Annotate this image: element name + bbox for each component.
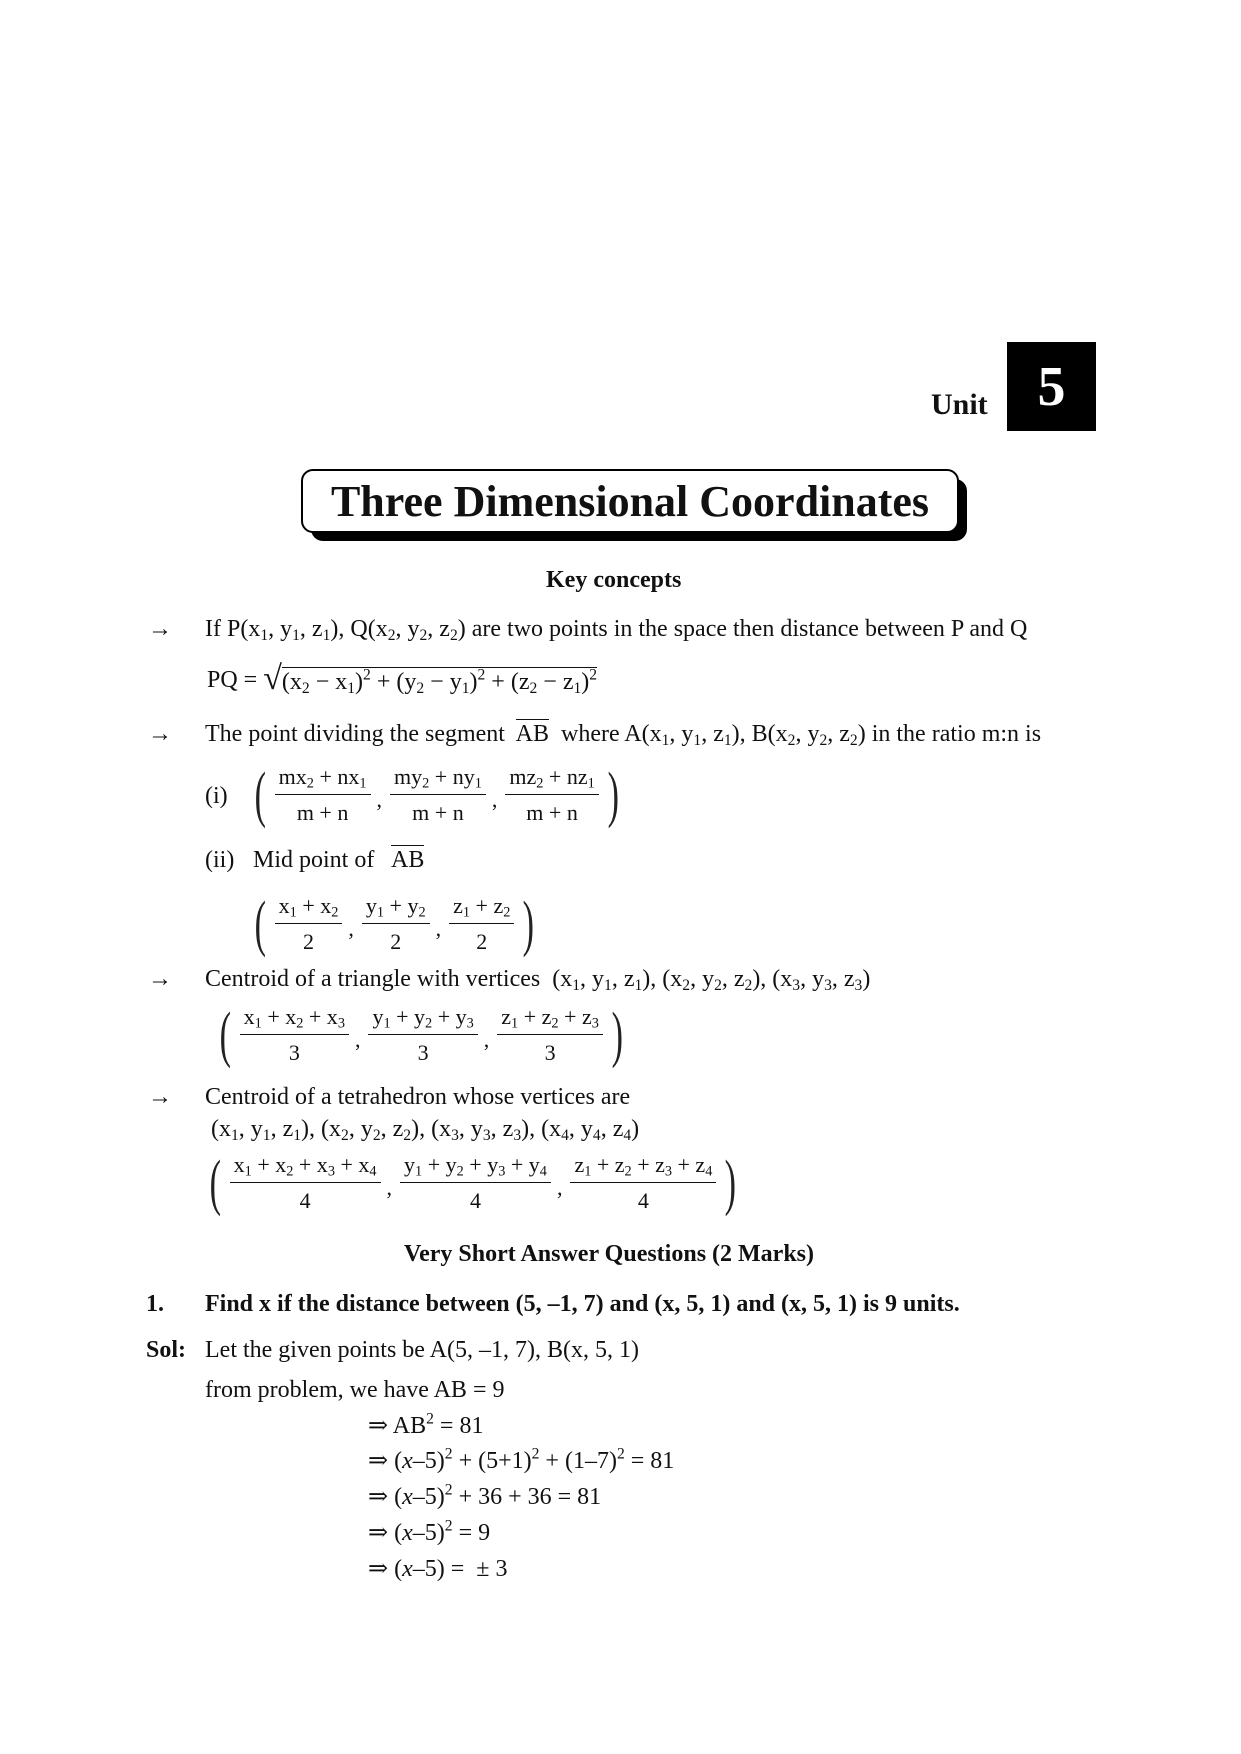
implies-icon: ⇒: [368, 1482, 389, 1510]
concept-section-text: The point dividing the segment AB where $A(x_1$, $y_1$, $z_1$), $B(x_2$, $y_2$, $z_2$) in the ratio m:n is: [205, 721, 1042, 749]
page-title: Three Dimensional Coordinates: [330, 476, 930, 526]
bullet-arrow-icon: →: [148, 1084, 172, 1110]
bullet-arrow-icon: →: [148, 721, 172, 747]
denominator: 3: [288, 1040, 300, 1065]
denominator: m + n: [412, 800, 464, 825]
centroid-tetrahedron-formula: ( $\frac{x_1 + x_2 + x_3 + x_4}{4}$ , $\frac{y_1 + y_2 + y_3 + y_4}{4}$ , $\frac{z_1 + z_2 + z_3 + z_4}{4}$ ): [209, 1149, 737, 1217]
question-number: 1.: [146, 1291, 164, 1317]
item-ii-label: (ii): [205, 847, 235, 873]
solution-line-2: from problem, we have AB = 9: [205, 1377, 505, 1403]
distance-formula: PQ = √ $(x_2 - x_1)^2 + (y_2 - y_1)^2 + (z_2 - z_1)^2$: [207, 660, 598, 697]
midpoint-formula: ( $\frac{x_1 + x_2}{2}$ , $\frac{y_1 + y_2}{2}$ , $\frac{z_1 + z_2}{2}$ ): [254, 890, 535, 958]
unit-label: Unit: [931, 388, 988, 421]
implies-icon: ⇒: [368, 1518, 389, 1546]
denominator: 4: [637, 1188, 649, 1213]
segment-ab: AB: [515, 721, 549, 747]
title-box: [301, 469, 959, 533]
item-i-label: (i): [205, 783, 228, 809]
denominator: 2: [390, 929, 402, 954]
step-4: ⇒ $(x-5)^2 = 9$: [368, 1517, 491, 1546]
solution-line-1: Let the given points be A(5, –1, 7), B(x, 5, 1): [205, 1337, 639, 1363]
tetrahedron-vertices: ($x_1$, $y_1$, $z_1$), ($x_2$, $y_2$, $z_2$), ($x_3$, $y_3$, $z_3$), ($x_4$, $y_4$, $z_4$): [211, 1116, 640, 1144]
key-concepts-heading: Key concepts: [546, 567, 682, 593]
implies-icon: ⇒: [368, 1554, 389, 1582]
unit-number-badge: [1007, 342, 1096, 431]
midpoint-label: Mid point of: [253, 847, 375, 873]
bullet-arrow-icon: →: [148, 616, 172, 642]
step-2: ⇒ $(x-5)^2 + (5+1)^2 + (1-7)^2 = 81$: [368, 1445, 675, 1474]
step-1: ⇒ $AB^2 = 81$: [368, 1410, 484, 1439]
centroid-triangle-formula: ( $\frac{x_1 + x_2 + x_3}{3}$ , $\frac{y_1 + y_2 + y_3}{3}$ , $\frac{z_1 + z_2 + z_3}{3}$ ): [219, 1001, 623, 1069]
denominator: 4: [469, 1188, 481, 1213]
bullet-arrow-icon: →: [148, 966, 172, 992]
denominator: 4: [299, 1188, 311, 1213]
denominator: 2: [303, 929, 315, 954]
segment-ab: AB: [391, 847, 425, 873]
unit-number: 5: [1037, 355, 1066, 418]
question-text: Find x if the distance between (5, –1, 7) and (x, 5, 1) and (x, 5, 1) is 9 units.: [205, 1291, 960, 1317]
denominator: 3: [417, 1040, 429, 1065]
solution-label: Sol:: [146, 1337, 187, 1363]
denominator: 2: [476, 929, 488, 954]
step-5: ⇒ (x–5) = ± 3: [368, 1554, 508, 1582]
step-3: ⇒ $(x-5)^2 + 36 + 36 = 81$: [368, 1481, 602, 1510]
section-formula: ( $\frac{mx_2 + nx_1}{m + n}$ , $\frac{my_2 + ny_1}{m + n}$ , $\frac{mz_2 + nz_1}{m + n}$ ): [254, 761, 619, 829]
denominator: m + n: [526, 800, 578, 825]
centroid-triangle-lead: Centroid of a triangle with vertices: [205, 966, 541, 992]
denominator: m + n: [296, 800, 349, 825]
denominator: 3: [544, 1040, 556, 1065]
concept-distance-text: If $P(x_1$, $y_1$, $z_1$), $Q(x_2$, $y_2$, $z_2$) are two points in the space then distance between P and Q: [205, 616, 1028, 644]
concept-centroid-tetrahedron-text: Centroid of a tetrahedron whose vertices are: [205, 1084, 631, 1110]
concept-section-tail: in the ratio m:n is: [871, 721, 1042, 747]
vsa-heading: Very Short Answer Questions (2 Marks): [404, 1241, 815, 1267]
midpoint-text: [253, 848, 424, 872]
concept-section-lead: The point dividing the segment: [205, 721, 505, 747]
implies-icon: ⇒: [368, 1411, 389, 1439]
concept-centroid-triangle-text: Centroid of a triangle with vertices ($x_1$, $y_1$, $z_1$), ($x_2$, $y_2$, $z_2$), ($x_3$, $y_3$, $z_3$): [205, 966, 871, 994]
implies-icon: ⇒: [368, 1446, 389, 1474]
